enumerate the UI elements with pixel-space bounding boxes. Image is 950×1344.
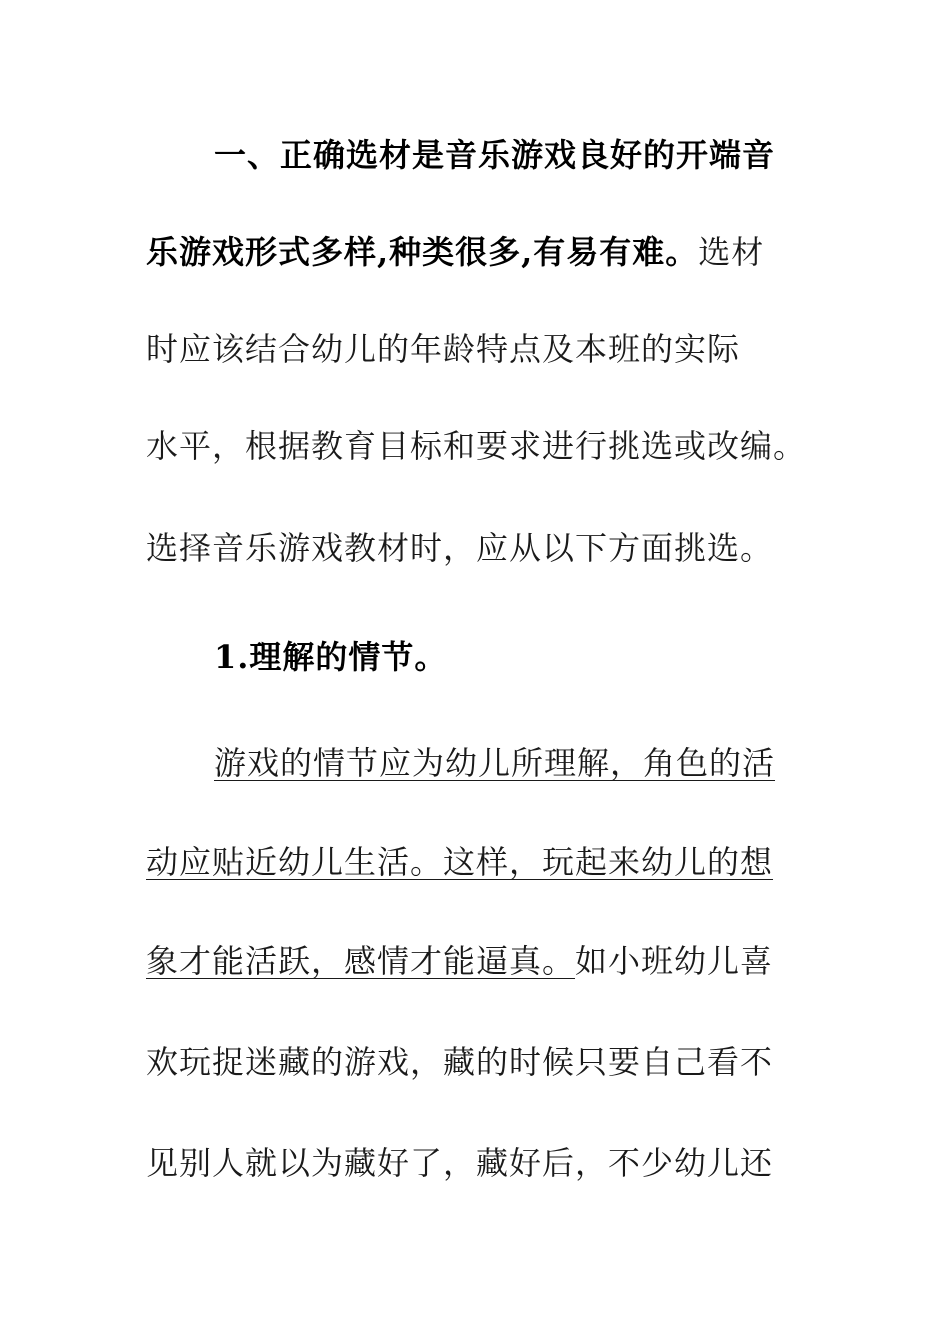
heading-line-1 [214,125,775,185]
body-line-5 [146,518,773,578]
underlined-text: 象才能活跃，感情才能逼真。 [146,942,576,980]
heading-text: 乐游戏形式多样,种类很多,有易有难。 [146,233,699,271]
body-line-11 [146,1133,773,1193]
subheading-line [214,627,447,687]
body-text: 欢玩捉迷藏的游戏，藏的时候只要自己看不 [146,1043,774,1081]
heading-text: 一、正确选材是音乐游戏良好的开端音 [214,136,776,174]
body-text: 选择音乐游戏教材时，应从以下方面挑选。 [146,529,774,567]
body-line-10 [146,1032,773,1092]
underlined-line-7 [214,733,775,793]
heading-line-2 [146,222,764,282]
mixed-line-9 [146,931,773,991]
subheading-text: 1.理解的情节。 [214,638,448,676]
body-text: 水平，根据教育目标和要求进行挑选或改编。 [146,427,807,465]
underlined-text: 动应贴近幼儿生活。这样，玩起来幼儿的想 [146,843,774,881]
body-text: 见别人就以为藏好了，藏好后，不少幼儿还 [146,1144,774,1182]
underlined-line-8 [146,832,773,892]
body-text: 选材 [698,233,765,271]
body-line-4 [146,416,806,476]
body-text: 如小班幼儿喜 [575,942,774,980]
body-text: 时应该结合幼儿的年龄特点及本班的实际 [146,330,741,368]
body-line-3 [146,319,740,379]
underlined-text: 游戏的情节应为幼儿所理解，角色的活 [214,744,776,782]
